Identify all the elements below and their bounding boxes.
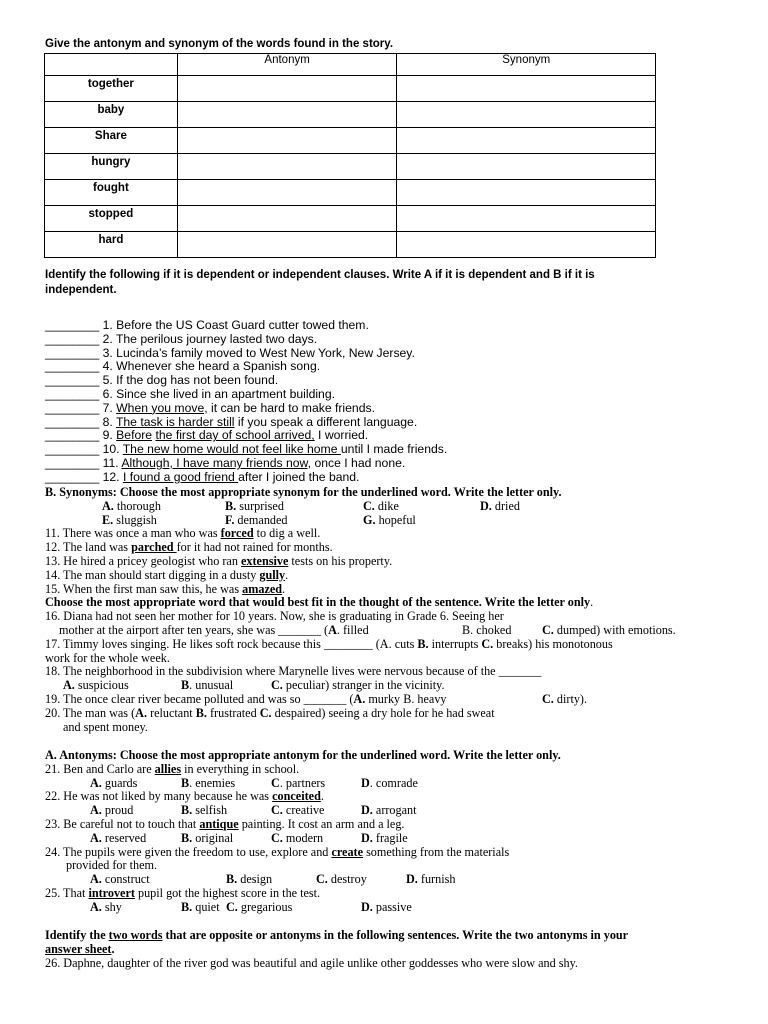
question-item: 12. The land was parched for it had not rained for months. bbox=[45, 540, 333, 555]
antonym-cell[interactable] bbox=[177, 102, 397, 128]
synonym-cell[interactable] bbox=[397, 102, 656, 128]
synonym-section bbox=[45, 486, 745, 734]
section-heading: Identify the two words that are opposite or antonyms in the following sentences. Write the two antonyms in your bbox=[45, 928, 629, 942]
choice-row bbox=[45, 514, 745, 528]
clause-instruction-line: independent. bbox=[45, 284, 117, 296]
choice-option: C. partners bbox=[271, 775, 326, 790]
underlined-word: parched bbox=[131, 540, 177, 555]
answer-blank[interactable]: ________ bbox=[45, 345, 100, 360]
table-word: together bbox=[45, 76, 178, 102]
choice-option: A. suspicious bbox=[63, 678, 129, 693]
choice-option: A. shy bbox=[90, 899, 122, 914]
underlined-word: allies bbox=[154, 761, 182, 776]
choice-option: A. reserved bbox=[90, 830, 147, 845]
choice-row bbox=[45, 777, 745, 791]
table-row bbox=[45, 180, 656, 206]
answer-blank[interactable]: ________ bbox=[45, 318, 100, 332]
answer-blank[interactable]: ________ bbox=[45, 359, 100, 374]
question-item: 23. Be careful not to touch that antique painting. It cost an arm and a leg. bbox=[45, 816, 405, 831]
choice-option: C. peculiar) stranger in the vicinity. bbox=[271, 678, 445, 693]
antonym-cell[interactable] bbox=[177, 128, 397, 154]
choice-option: C. destroy bbox=[316, 872, 367, 887]
clause-item: ________ 1. Before the US Coast Guard cutter towed them. bbox=[45, 318, 369, 332]
underlined-clause: The new home would not feel like home bbox=[122, 442, 341, 457]
table-row bbox=[45, 102, 656, 128]
question-item: 11. There was once a man who was forced to dig a well. bbox=[45, 526, 321, 541]
question-item: 26. Daphne, daughter of the river god was beautiful and agile unlike other goddesses who were slow and shy. bbox=[45, 955, 578, 970]
choice-option: B. unusual bbox=[181, 678, 234, 693]
table-header-row bbox=[45, 54, 656, 76]
choice-option: C. dike bbox=[363, 498, 399, 513]
underlined-clause: The task is harder still bbox=[115, 414, 235, 429]
table-row bbox=[45, 232, 656, 258]
choice-option: C. modern bbox=[271, 830, 324, 845]
table-row bbox=[45, 154, 656, 180]
table-row bbox=[45, 128, 656, 154]
antonym-cell[interactable] bbox=[177, 180, 397, 206]
clause-item: ________ 10. The new home would not feel like home until I made friends. bbox=[45, 442, 448, 457]
question-item: 22. He was not liked by many because he was conceited. bbox=[45, 789, 324, 804]
clause-item: ________ 12. I found a good friend after I joined the band. bbox=[45, 469, 360, 484]
choice-option: B. original bbox=[181, 830, 234, 845]
final-section bbox=[45, 929, 745, 970]
underlined-word: amazed bbox=[242, 581, 283, 596]
question-item: 17. Timmy loves singing. He likes soft rock because this ________ (A. cuts B. interrupts C. breaks) his monotonous bbox=[45, 636, 613, 651]
underlined-word: extensive bbox=[240, 553, 289, 568]
table-row bbox=[45, 76, 656, 102]
question-item: 13. He hired a pricey geologist who ran extensive tests on his property. bbox=[45, 553, 393, 568]
clause-item: ________ 5. If the dog has not been found. bbox=[45, 373, 279, 388]
synonym-cell[interactable] bbox=[397, 154, 656, 180]
choice-option: D. dried bbox=[480, 498, 520, 513]
header-synonym: Synonym bbox=[397, 54, 656, 76]
section-heading: answer sheet. bbox=[45, 941, 115, 956]
question-item: 25. That introvert pupil got the highest score in the test. bbox=[45, 885, 321, 900]
underlined-clause: Before bbox=[116, 428, 153, 443]
answer-blank[interactable]: ________ bbox=[45, 414, 100, 429]
clause-item: ________ 4. Whenever she heard a Spanish song. bbox=[45, 359, 321, 374]
synonym-cell[interactable] bbox=[397, 232, 656, 258]
clause-instruction-line: Identify the following if it is dependent or independent clauses. Write A if it is dependent and B if it is bbox=[45, 269, 595, 281]
antonym-cell[interactable] bbox=[177, 154, 397, 180]
choice-option: F. demanded bbox=[225, 512, 288, 527]
underlined-clause: the first day of school arrived, bbox=[155, 428, 315, 443]
answer-blank[interactable]: ________ bbox=[45, 469, 100, 484]
answer-blank[interactable]: ________ bbox=[45, 373, 100, 388]
synonym-cell[interactable] bbox=[397, 180, 656, 206]
table-instruction: Give the antonym and synonym of the words found in the story. bbox=[45, 38, 394, 50]
answer-blank[interactable]: ________ bbox=[45, 386, 100, 401]
clause-item: ________ 6. Since she lived in an apartment building. bbox=[45, 386, 336, 401]
underlined-clause: I found a good friend bbox=[122, 469, 239, 484]
clause-instruction bbox=[45, 268, 715, 298]
choice-option: C. creative bbox=[271, 803, 325, 818]
section-heading: A. Antonyms: Choose the most appropriate antonym for the underlined word. Write the letter only. bbox=[45, 748, 561, 762]
clause-item: ________ 2. The perilous journey lasted two days. bbox=[45, 331, 318, 346]
question-item: provided for them. bbox=[66, 858, 158, 873]
section-heading: Choose the most appropriate word that would best fit in the thought of the sentence. Write the letter only. bbox=[45, 595, 594, 610]
choice-option: B. design bbox=[226, 872, 273, 887]
choice-option: E. sluggish bbox=[102, 512, 157, 527]
table-word: fought bbox=[45, 180, 178, 206]
synonym-cell[interactable] bbox=[397, 76, 656, 102]
choice-option: D. arrogant bbox=[361, 803, 417, 818]
choice-option: B. quiet bbox=[181, 899, 220, 914]
question-item: 20. The man was (A. reluctant B. frustrated C. despaired) seeing a dry hole for he had sweat bbox=[45, 705, 495, 720]
choice-row bbox=[45, 679, 745, 693]
header-antonym: Antonym bbox=[177, 54, 397, 76]
underlined-word: antique bbox=[199, 816, 239, 831]
table-word: stopped bbox=[45, 206, 178, 232]
antonym-synonym-table bbox=[44, 53, 656, 258]
underlined-word: gully bbox=[259, 567, 286, 582]
table-word: hard bbox=[45, 232, 178, 258]
choice-option: G. hopeful bbox=[363, 512, 416, 527]
choice-option: D. comrade bbox=[361, 775, 418, 790]
table-word: baby bbox=[45, 102, 178, 128]
question-item: 15. When the first man saw this, he was amazed. bbox=[45, 581, 286, 596]
synonym-cell[interactable] bbox=[397, 128, 656, 154]
question-item: 18. The neighborhood in the subdivision where Marynelle lives were nervous because of the _______ bbox=[45, 664, 542, 679]
answer-blank[interactable]: ________ bbox=[45, 442, 100, 457]
clause-item: ________ 8. The task is harder still if you speak a different language. bbox=[45, 414, 418, 429]
choice-row bbox=[45, 804, 745, 818]
choice-option: A. thorough bbox=[102, 498, 161, 513]
underlined-word: conceited bbox=[272, 789, 321, 804]
choice-row bbox=[45, 873, 745, 887]
antonym-cell[interactable] bbox=[177, 76, 397, 102]
choice-option: A. proud bbox=[90, 803, 134, 818]
clause-list bbox=[45, 319, 447, 485]
clause-item: ________ 9. Before the first day of school arrived, I worried. bbox=[45, 428, 369, 443]
antonym-section bbox=[45, 749, 745, 915]
synonym-cell[interactable] bbox=[397, 206, 656, 232]
choice-option: D. furnish bbox=[406, 872, 456, 887]
choice-option: A. guards bbox=[90, 775, 138, 790]
answer-blank[interactable]: ________ bbox=[45, 400, 100, 415]
choice-option: B. surprised bbox=[225, 498, 284, 513]
choice-option: D. fragile bbox=[361, 830, 408, 845]
answer-blank[interactable]: ________ bbox=[45, 331, 100, 346]
table-word: Share bbox=[45, 128, 178, 154]
choice-row bbox=[45, 500, 745, 514]
antonym-cell[interactable] bbox=[177, 232, 397, 258]
table-word: hungry bbox=[45, 154, 178, 180]
underlined-word: introvert bbox=[88, 885, 135, 900]
question-item: 16. Diana had not seen her mother for 10 years. Now, she is graduating in Grade 6. Seeing her bbox=[45, 609, 504, 624]
clause-item: ________ 7. When you move, it can be hard to make friends. bbox=[45, 400, 375, 415]
table-row bbox=[45, 206, 656, 232]
question-item: 24. The pupils were given the freedom to use, explore and create something from the materials bbox=[45, 844, 510, 859]
question-item: and spent money. bbox=[63, 719, 148, 734]
choice-row bbox=[45, 832, 745, 846]
choice-option: A. construct bbox=[90, 872, 150, 887]
underlined-clause: Although, I have many friends now, bbox=[121, 455, 312, 470]
underlined-clause: When you move, bbox=[116, 400, 208, 415]
underlined-word: create bbox=[331, 844, 364, 859]
underlined-word: forced bbox=[220, 526, 254, 541]
question-item: 19. The once clear river became polluted and was so _______ (A. murky B. heavy C. dirty). bbox=[45, 691, 588, 706]
header-word bbox=[45, 54, 178, 76]
antonym-cell[interactable] bbox=[177, 206, 397, 232]
choice-option: B. selfish bbox=[181, 803, 228, 818]
question-item: mother at the airport after ten years, she was _______ (A. filled B. choked C. dumped) with emotions. bbox=[59, 622, 676, 637]
choice-option: B. enemies bbox=[181, 775, 236, 790]
answer-blank[interactable]: ________ bbox=[45, 455, 100, 470]
choice-option: D. passive bbox=[361, 899, 412, 914]
question-item: 14. The man should start digging in a dusty gully. bbox=[45, 567, 289, 582]
clause-item: ________ 3. Lucinda’s family moved to West New York, New Jersey. bbox=[45, 345, 415, 360]
question-item: 21. Ben and Carlo are allies in everything in school. bbox=[45, 761, 300, 776]
answer-blank[interactable]: ________ bbox=[45, 428, 100, 443]
clause-item: ________ 11. Although, I have many friends now, once I had none. bbox=[45, 455, 406, 470]
question-item: work for the whole week. bbox=[45, 650, 170, 665]
choice-row bbox=[45, 901, 745, 915]
section-heading: B. Synonyms: Choose the most appropriate synonym for the underlined word. Write the letter only. bbox=[45, 485, 562, 499]
choice-option: C. gregarious bbox=[226, 899, 293, 914]
